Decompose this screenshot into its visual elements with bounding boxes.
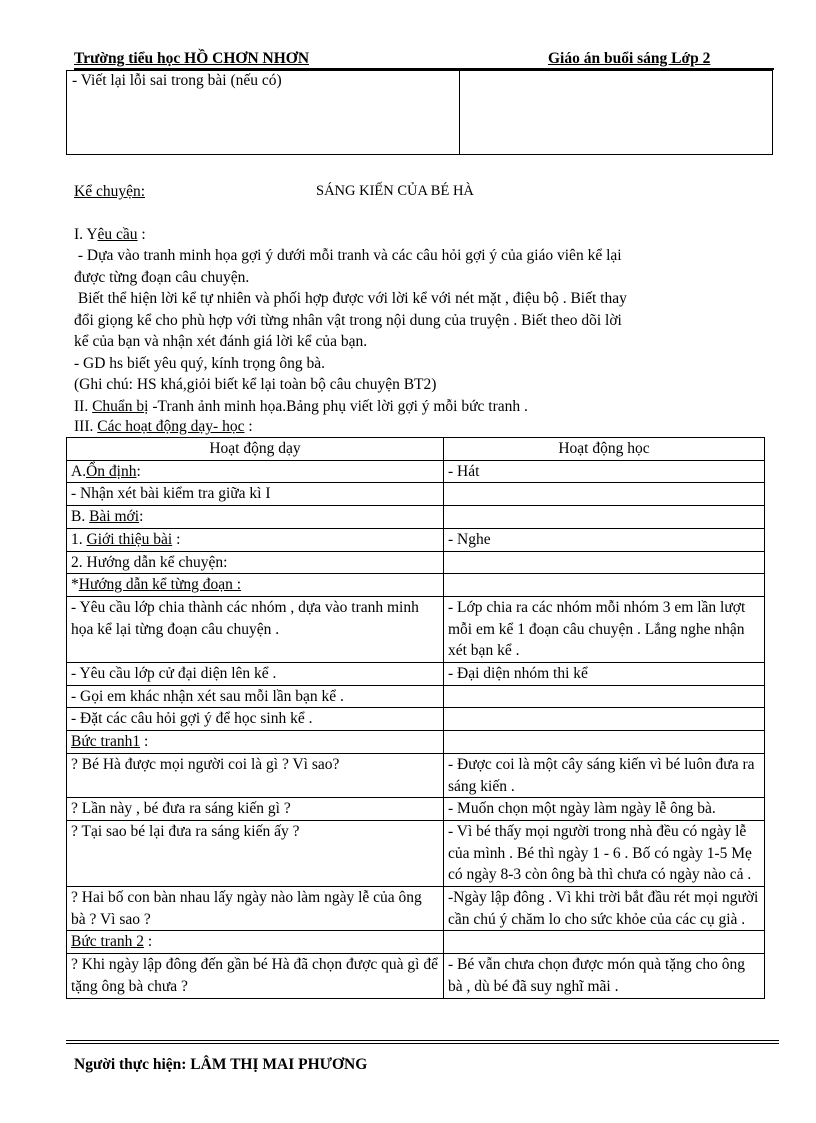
student-activity-cell: [444, 551, 765, 574]
teacher-activity-cell: [67, 731, 444, 754]
student-activity-cell: - Được coi là một cây sáng kiến vì bé luôn đưa ra sáng kiến .: [444, 753, 765, 797]
table-row: [67, 483, 765, 506]
table-header-row: [67, 438, 765, 461]
teacher-activity-cell: [67, 460, 444, 483]
table-row: [67, 685, 765, 708]
student-activity-cell: - Nghe: [444, 528, 765, 551]
activities-table: [66, 437, 765, 999]
text: :: [139, 508, 144, 526]
requirements-line: Biết thể hiện lời kể tự nhiên và phối hợp được với lời kể với nét mặt , điệu bộ . Biết thay: [74, 290, 627, 307]
underlined-text: Bức tranh 2: [71, 933, 144, 951]
teacher-column-header: Hoạt động dạy: [67, 438, 444, 461]
author-line: Người thực hiện: LÂM THỊ MAI PHƯƠNG: [74, 1056, 368, 1073]
requirements-line: (Ghi chú: HS khá,giỏi biết kể lại toàn bộ câu chuyện BT2): [74, 376, 437, 393]
student-column-header: Hoạt động học: [444, 438, 765, 461]
table-row: [67, 931, 765, 954]
text: *: [71, 576, 79, 594]
text: :: [172, 530, 181, 548]
underlined-text: Giới thiệu bài: [86, 530, 173, 548]
requirements-line: được từng đoạn câu chuyện.: [74, 268, 250, 286]
requirements-line: - Dựa vào tranh minh họa gợi ý dưới mỗi tranh và các câu hỏi gợi ý của giáo viên kể lại: [74, 247, 622, 264]
requirements-line: kể của bạn và nhận xét đánh giá lời kể của bạn.: [74, 333, 368, 350]
table-row: [67, 954, 765, 998]
table-row: [67, 663, 765, 686]
table-row: [67, 551, 765, 574]
student-activity-cell: - Lớp chia ra các nhóm mỗi nhóm 3 em lần lượt mỗi em kể 1 đoạn câu chuyện . Lắng nghe nhận xét bạn kể .: [444, 596, 765, 662]
table-row: [67, 731, 765, 754]
top-box-text: - Viết lại lỗi sai trong bài (nếu có): [72, 72, 282, 89]
activities-heading: III. Các hoạt động dạy- học :: [74, 418, 253, 435]
table-row: [67, 798, 765, 821]
school-name: Trường tiểu học HỒ CHƠN NHƠN: [74, 50, 310, 67]
footer-rule-double: [66, 1043, 779, 1044]
teacher-activity-cell: [67, 528, 444, 551]
student-activity-cell: - Muốn chọn một ngày làm ngày lễ ông bà.: [444, 798, 765, 821]
table-row: [67, 574, 765, 597]
teacher-activity-cell: [67, 574, 444, 597]
footer-rule: [66, 1040, 779, 1041]
teacher-activity-cell: ? Khi ngày lập đông đến gần bé Hà đã chọn được quà gì để tặng ông bà chưa ?: [67, 954, 444, 998]
student-activity-cell: - Hát: [444, 460, 765, 483]
teacher-activity-cell: - Yêu cầu lớp chia thành các nhóm , dựa vào tranh minh họa kể lại từng đoạn câu chuyện .: [67, 596, 444, 662]
table-row: [67, 820, 765, 886]
text: 1.: [71, 530, 87, 548]
student-activity-cell: [444, 685, 765, 708]
table-row: [67, 887, 765, 931]
teacher-activity-cell: ? Hai bố con bàn nhau lấy ngày nào làm ngày lễ của ông bà ? Vì sao ?: [67, 887, 444, 931]
requirements-line: - GD hs biết yêu quý, kính trọng ông bà.: [74, 354, 325, 372]
teacher-activity-cell: ? Bé Hà được mọi người coi là gì ? Vì sao?: [67, 753, 444, 797]
text: :: [136, 462, 141, 480]
underlined-text: Hướng dẫn kể từng đoạn :: [78, 576, 242, 594]
student-activity-cell: [444, 708, 765, 731]
text: :: [140, 733, 149, 751]
text: :: [143, 933, 153, 951]
text: B.: [71, 508, 90, 526]
text: A.: [71, 462, 87, 480]
teacher-activity-cell: - Nhận xét bài kiểm tra giữa kì I: [67, 483, 444, 506]
preparation-line: II. Chuẩn bị -Tranh ảnh minh họa.Bảng phụ viết lời gợi ý mỗi bức tranh .: [74, 398, 528, 415]
table-row: [67, 708, 765, 731]
teacher-activity-cell: [67, 506, 444, 529]
table-row: [67, 506, 765, 529]
underlined-text: Bài mới: [89, 508, 140, 526]
teacher-activity-cell: - Gọi em khác nhận xét sau mỗi lần bạn kể .: [67, 685, 444, 708]
lesson-plan-title: Giáo án buổi sáng Lớp 2: [548, 50, 711, 67]
requirements-heading: I. Yêu cầu :: [74, 226, 146, 243]
table-row: [67, 753, 765, 797]
requirements-line: đổi giọng kể cho phù hợp với từng nhân vật trong nội dung của truyện . Biết theo dõi lời: [74, 311, 622, 329]
student-activity-cell: [444, 574, 765, 597]
student-activity-cell: -Ngày lập đông . Vì khi trời bắt đầu rét mọi người cần chú ý chăm lo cho sức khỏe của các cụ già .: [444, 887, 765, 931]
student-activity-cell: [444, 483, 765, 506]
student-activity-cell: - Vì bé thấy mọi người trong nhà đều có ngày lễ của mình . Bé thì ngày 1 - 6 . Bố có ngày 1-5 Mẹ có ngày 8-3 còn ông bà thì chưa có ngày nào cả .: [444, 820, 765, 886]
teacher-activity-cell: [67, 931, 444, 954]
student-activity-cell: - Bé vẫn chưa chọn được món quà tặng cho ông bà , dù bé đã suy nghĩ mãi .: [444, 954, 765, 998]
table-row: [67, 528, 765, 551]
student-activity-cell: [444, 506, 765, 529]
student-activity-cell: [444, 731, 765, 754]
underlined-text: Ổn định: [86, 462, 137, 480]
table-row: [67, 460, 765, 483]
teacher-activity-cell: ? Lần này , bé đưa ra sáng kiến gì ?: [67, 798, 444, 821]
student-activity-cell: [444, 931, 765, 954]
story-title: SÁNG KIẾN CỦA BÉ HÀ: [316, 183, 474, 199]
teacher-activity-cell: ? Tại sao bé lại đưa ra sáng kiến ấy ?: [67, 820, 444, 886]
requirements-text: [74, 245, 627, 396]
story-label: Kể chuyện:: [74, 183, 146, 200]
table-row: [67, 596, 765, 662]
underlined-text: Bức tranh1: [71, 733, 141, 751]
teacher-activity-cell: - Yêu cầu lớp cử đại diện lên kể .: [67, 663, 444, 686]
teacher-activity-cell: 2. Hướng dẫn kể chuyện:: [67, 551, 444, 574]
top-box-divider: [459, 70, 460, 155]
student-activity-cell: - Đại diện nhóm thi kể: [444, 663, 765, 686]
teacher-activity-cell: - Đặt các câu hỏi gợi ý để học sinh kể .: [67, 708, 444, 731]
